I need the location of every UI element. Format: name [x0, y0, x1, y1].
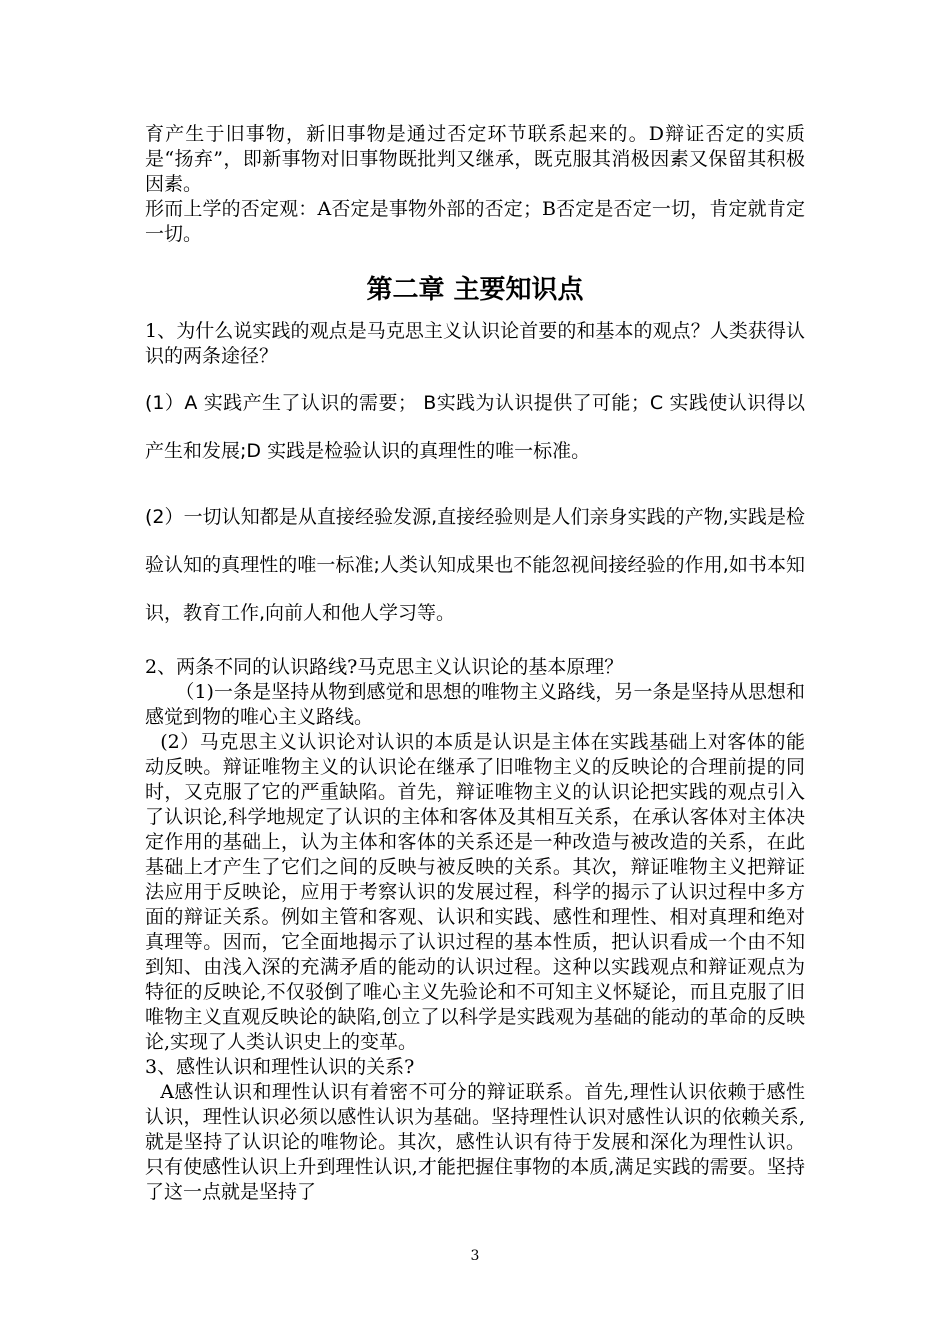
page-number: 3 — [470, 1248, 480, 1264]
chapter-title: 第二章 主要知识点 — [366, 275, 584, 305]
question-2-answer-1: （1)一条是坚持从物到感觉和思想的唯物主义路线，另一条是坚持从思想和感觉到物的唯心主义路线。 — [145, 681, 805, 728]
paragraph-metaphysical-negation: 形而上学的否定观：A否定是事物外部的否定；B否定是否定一切，肯定就肯定一切。 — [145, 198, 805, 245]
question-1-answer-1: (1）A 实践产生了认识的需要； B实践为认识提供了可能；C 实践使认识得以产生和发展;D 实践是检验认识的真理性的唯一标准。 — [145, 392, 805, 462]
question-3-answer-1: A感性认识和理性认识有着密不可分的辩证联系。首先,理性认识依赖于感性认识，理性认识必须以感性认识为基础。坚持理性认识对感性认识的依赖关系,就是坚持了认识论的唯物论。其次，感性认识有待于发展和深化为理性认识。只有使感性认识上升到理性认识,才能把握住事物的本质,满足实践的需要。坚持了这一点就是坚持了 — [145, 1081, 805, 1203]
question-2: 2、两条不同的认识路线?马克思主义认识论的基本原理？ — [145, 656, 624, 678]
document-body — [145, 122, 805, 1205]
question-3: 3、感性认识和理性认识的关系? — [145, 1056, 415, 1078]
question-2-answer-2: (2）马克思主义认识论对认识的本质是认识是主体在实践基础上对客体的能动反映。辩证唯物主义的认识论在继承了旧唯物主义的反映论的合理前提的同时，又克服了它的严重缺陷。首先，辩证唯物主义的认识论把实践的观点引入了认识论,科学地规定了认识的主体和客体及其相互关系，在承认客体对主体决定作用的基础上，认为主体和客体的关系还是一种改造与被改造的关系，在此基础上才产生了它们之间的反映与被反映的关系。其次，辩证唯物主义把辩证法应用于反映论，应用于考察认识的发展过程，科学的揭示了认识过程中多方面的辩证关系。例如主管和客观、认识和实践、感性和理性、相对真理和绝对真理等。因而，它全面地揭示了认识过程的基本性质，把认识看成一个由不知到知、由浅入深的充满矛盾的能动的认识过程。这种以实践观点和辩证观点为特征的反映论,不仅驳倒了唯心主义先验论和不可知主义怀疑论，而且克服了旧唯物主义直观反映论的缺陷,创立了以科学是实践观为基础的能动的革命的反映论,实现了人类认识史上的变革。 — [145, 731, 805, 1053]
question-1: 1、为什么说实践的观点是马克思主义认识论首要的和基本的观点？人类获得认识的两条途径？ — [145, 320, 805, 367]
question-1-answer-2: (2）一切认知都是从直接经验发源,直接经验则是人们亲身实践的产物,实践是检验认知的真理性的唯一标准;人类认知成果也不能忽视间接经验的作用,如书本知识，教育工作,向前人和他人学习等。 — [145, 506, 805, 624]
paragraph-continuation: 育产生于旧事物，新旧事物是通过否定环节联系起来的。D辩证否定的实质是“扬弃”，即新事物对旧事物既批判又继承，既克服其消极因素又保留其积极因素。 — [145, 123, 805, 195]
